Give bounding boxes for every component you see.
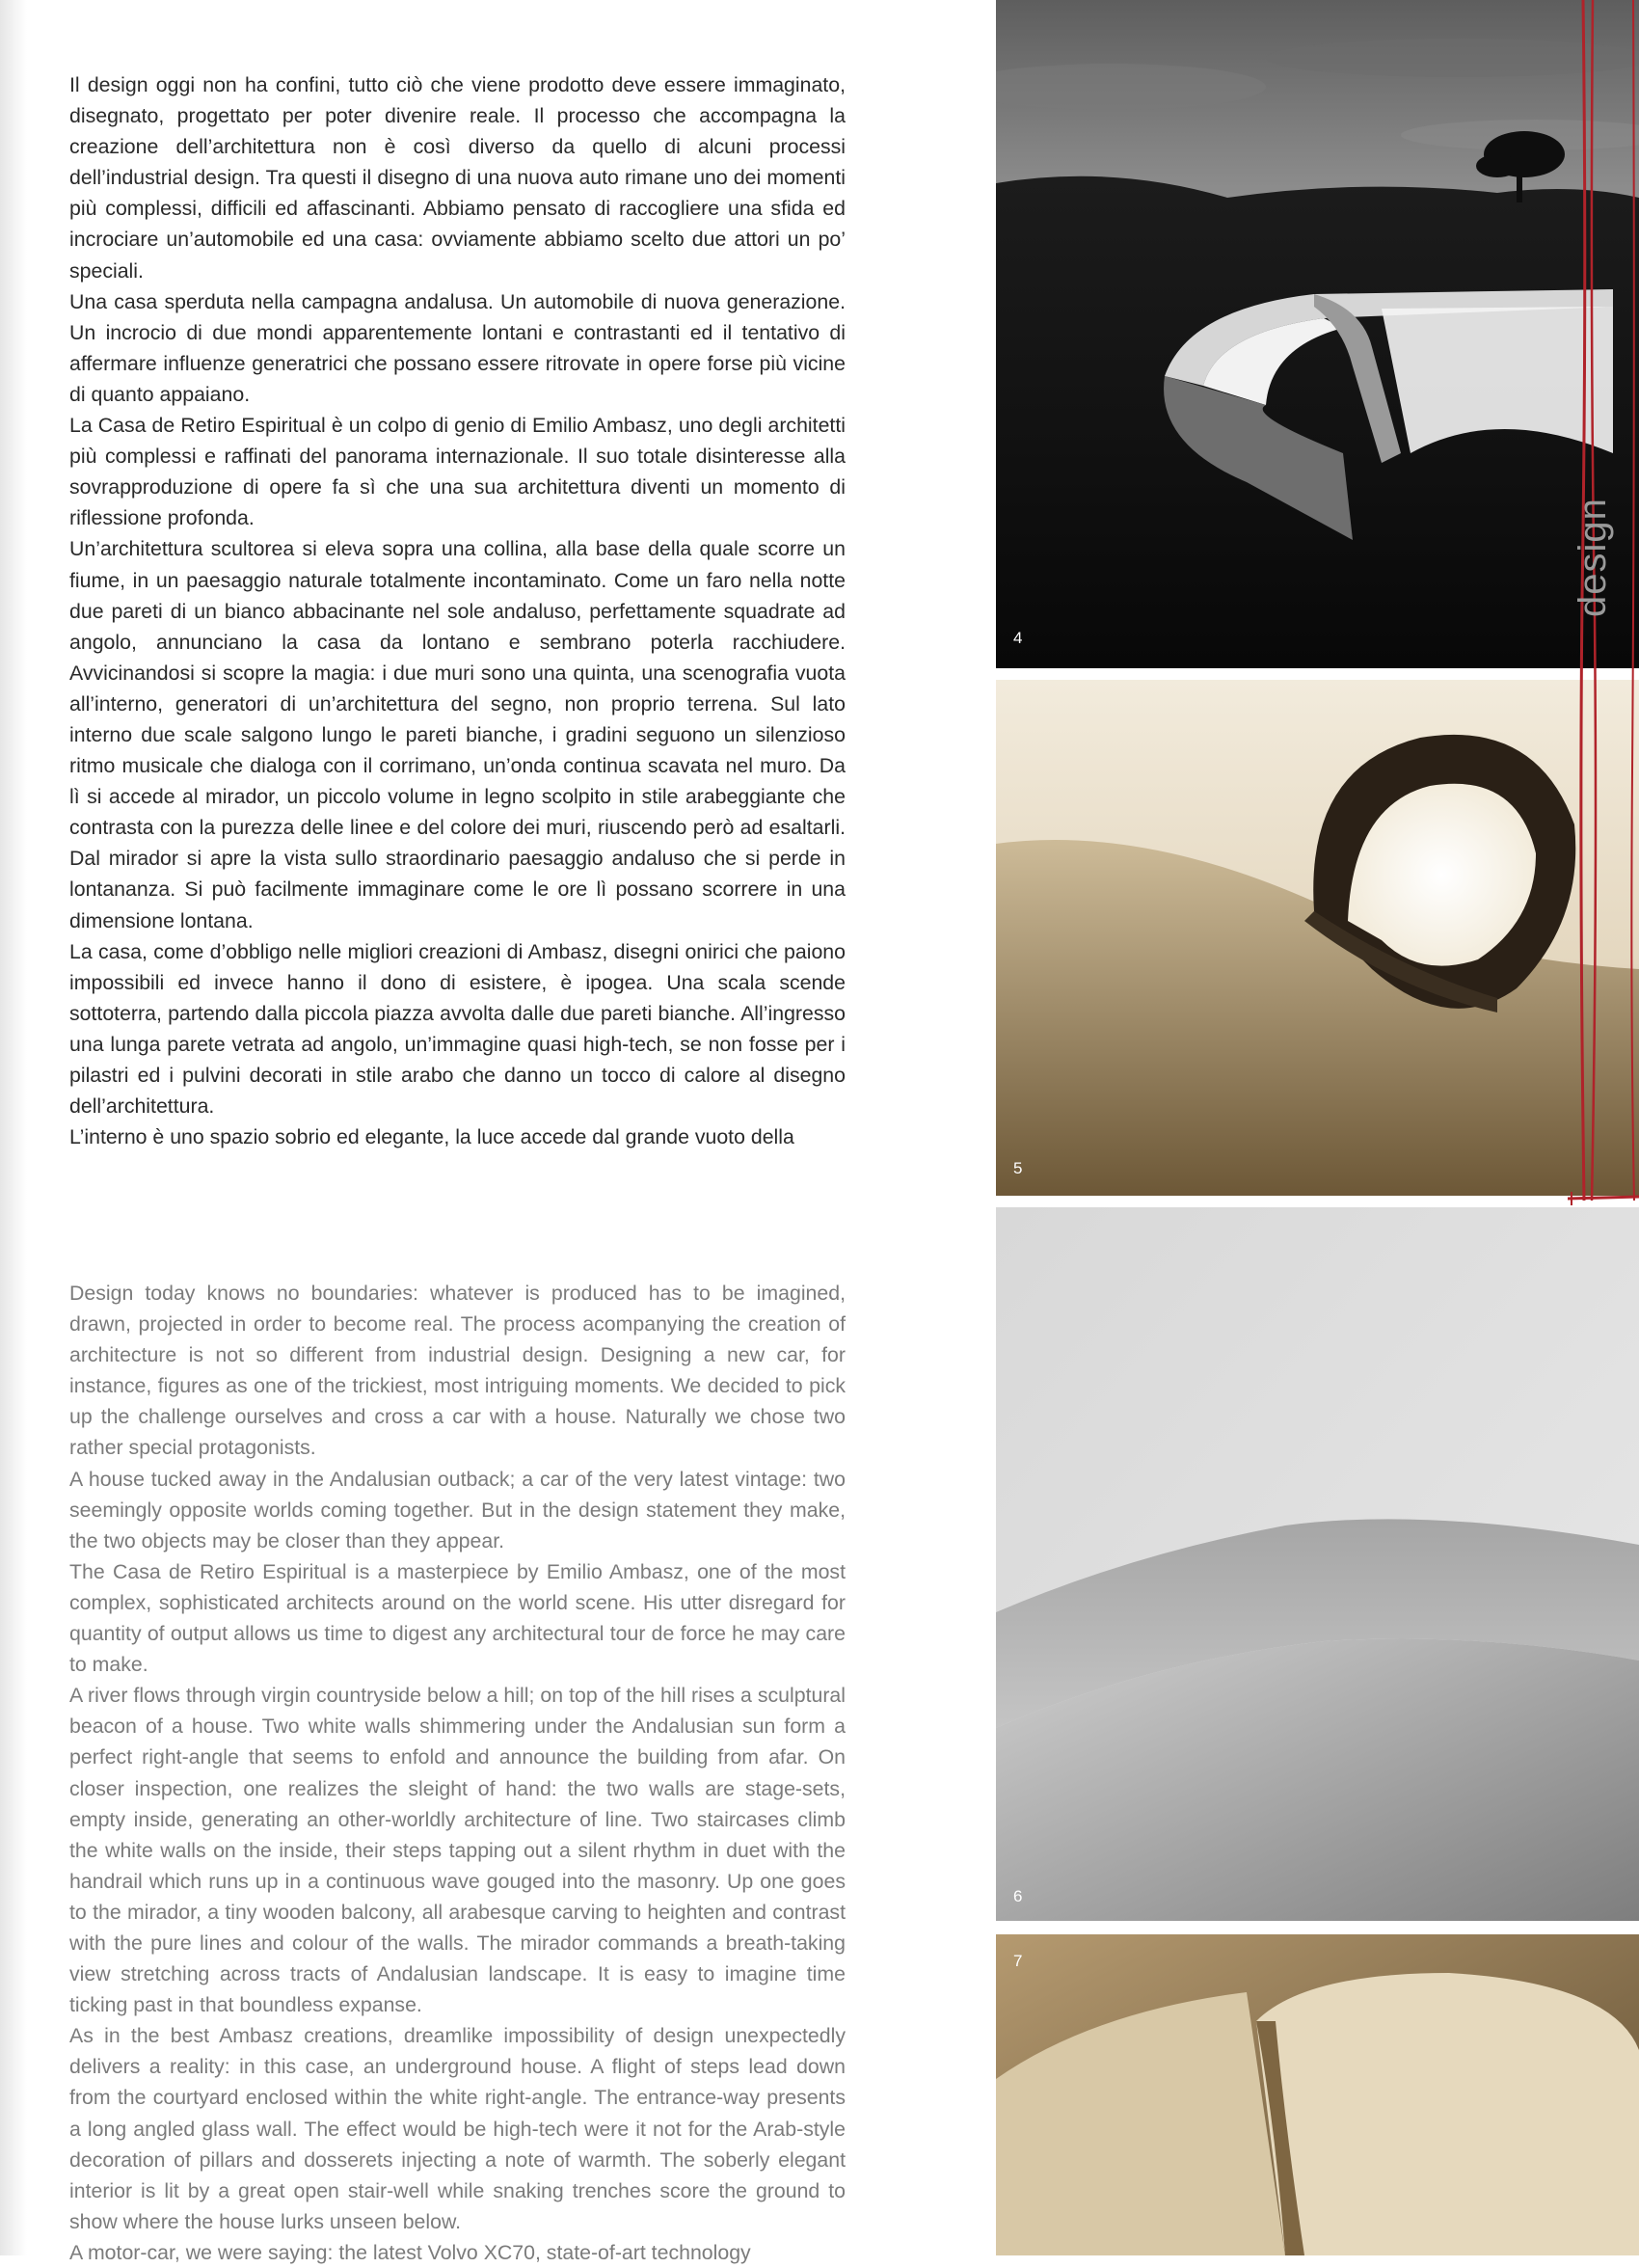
- photo-number: 6: [1013, 1887, 1023, 1905]
- english-paragraph: A house tucked away in the Andalusian outback; a car of the very latest vintage: two seemingly opposite worlds coming together. But in the design statement they make, the two objects may be closer than they appear.: [69, 1467, 846, 1552]
- photo-white-wall-abstract: [996, 1207, 1639, 1921]
- english-paragraph: A motor-car, we were saying: the latest Volvo XC70, state-of-art technology: [69, 2240, 751, 2264]
- photo-number: 4: [1013, 629, 1023, 647]
- photo-number: 7: [1013, 1952, 1023, 1970]
- photo-house-dusk: [996, 0, 1639, 668]
- italian-paragraph: Una casa sperduta nella campagna andalusa. Un automobile di nuova generazione. Un incrocio di due mondi apparentemente lontani e contrastanti ed il tentativo di affermare influenze generatrici che possano essere ritrovate in opere forse più vicine di quanto appaiano.: [69, 289, 846, 406]
- italian-paragraph: Il design oggi non ha confini, tutto ciò che viene prodotto deve essere immaginato, disegnato, progettato per poter divenire reale. Il processo che accompagna la creazione dell’architettura non è così diverso da quello di alcuni processi dell’industrial design. Tra questi il disegno di una nuova auto rimane uno dei momenti più complessi, difficili ed affascinanti. Abbiamo pensato di raccogliere una sfida ed incrociare un’automobile ed una casa: ovviamente abbiamo scelto due attori un po’ speciali.: [69, 73, 846, 283]
- italian-text-column: [69, 69, 846, 1152]
- page-gutter-shadow: [0, 0, 27, 2255]
- italian-paragraph: La Casa de Retiro Espiritual è un colpo di genio di Emilio Ambasz, uno degli architetti più complessi e raffinati del panorama internazionale. Il suo totale disinteresse alla sovrapproduzione di opere fa sì che una sua architettura diventi un momento di riflessione profonda.: [69, 414, 846, 530]
- photo-car-interior-sepia: [996, 1934, 1639, 2255]
- english-text-column: [69, 1278, 846, 2268]
- italian-paragraph: L’interno è uno spazio sobrio ed elegante, la luce accede dal grande vuoto della: [69, 1125, 794, 1149]
- italian-paragraph: La casa, come d’obbligo nelle migliori creazioni di Ambasz, disegni onirici che paiono impossibili ed invece hanno il dono di esistere, è ipogea. Una scala scende sottoterra, partendo dalla piccola piazza avvolta dalle due pareti bianche. All’ingresso una lunga parete vetrata ad angolo, un’immagine quasi high-tech, se non fosse per i pilastri ed i pulvini decorati in stile arabo che danno un tocco di calore al disegno dell’architettura.: [69, 939, 846, 1119]
- english-paragraph: As in the best Ambasz creations, dreamlike impossibility of design unexpectedly delivers a reality: in this case, an underground house. A flight of steps lead down from the courtyard enclosed within the white right-angle. The entrance-way presents a long angled glass wall. The effect would be high-tech were it not for the Arab-style decoration of pillars and dosserets injecting a note of warmth. The soberly elegant interior is lit by a great open stair-well while snaking trenches score the ground to show where the house lurks unseen below.: [69, 2024, 846, 2233]
- english-paragraph: A river flows through virgin countryside below a hill; on top of the hill rises a sculptural beacon of a house. Two white walls shimmering under the Andalusian sun form a perfect right-angle that seems to enfold and announce the building from afar. On closer inspection, one realizes the sleight of hand: the two walls are stage-sets, empty inside, generating an other-worldly architecture of line. Two staircases climb the white walls on the inside, their steps tapping out a silent rhythm in duet with the handrail which runs up in a continuous wave gouged into the masonry. Up one goes to the mirador, a tiny wooden balcony, all arabesque carving to heighten and contrast with the pure lines and colour of the walls. The mirador commands a breath-taking view stretching across tracts of Andalusian landscape. It is easy to imagine time ticking past in that boundless expanse.: [69, 1684, 846, 2017]
- english-paragraph: The Casa de Retiro Espiritual is a masterpiece by Emilio Ambasz, one of the most complex, sophisticated architects around on the world scene. His utter disregard for quantity of output allows us time to digest any architectural tour de force he may care to make.: [69, 1559, 846, 1677]
- photo-number: 5: [1013, 1159, 1023, 1177]
- photo-car-detail-sepia: [996, 680, 1639, 1196]
- italian-paragraph: Un’architettura scultorea si eleva sopra una collina, alla base della quale scorre un fiume, in un paesaggio naturale totalmente incontaminato. Come un faro nella notte due pareti di un bianco abbacinante nel sole andaluso, perfettamente squadrate ad angolo, annunciano la casa da lontano e sembrano poterla racchiudere. Avvicinandosi si scopre la magia: i due muri sono una quinta, una scenografia vuota all’interno, generatori di un’architettura del segno, non proprio terrena. Sul lato interno due scale salgono lungo le pareti bianche, i gradini seguono un silenzioso ritmo musicale che dialoga con il corrimano, un’onda continua scavata nel muro. Da lì si accede al mirador, un piccolo volume in legno scolpito in stile arabeggiante che contrasta con la purezza delle linee e del colore dei muri, riuscendo però ad esaltarli. Dal mirador si apre la vista sullo straordinario paesaggio andaluso che si perde in lontananza. Si può facilmente immaginare come le ore lì possano scorrere in una dimensione lontana.: [69, 537, 846, 932]
- english-paragraph: Design today knows no boundaries: whatever is produced has to be imagined, drawn, projected in order to become real. The process acompanying the creation of architecture is not so different from industrial design. Designing a new car, for instance, figures as one of the trickiest, most intriguing moments. We decided to pick up the challenge ourselves and cross a car with a house. Naturally we chose two rather special protagonists.: [69, 1282, 846, 1460]
- section-label-design: design: [1572, 498, 1614, 617]
